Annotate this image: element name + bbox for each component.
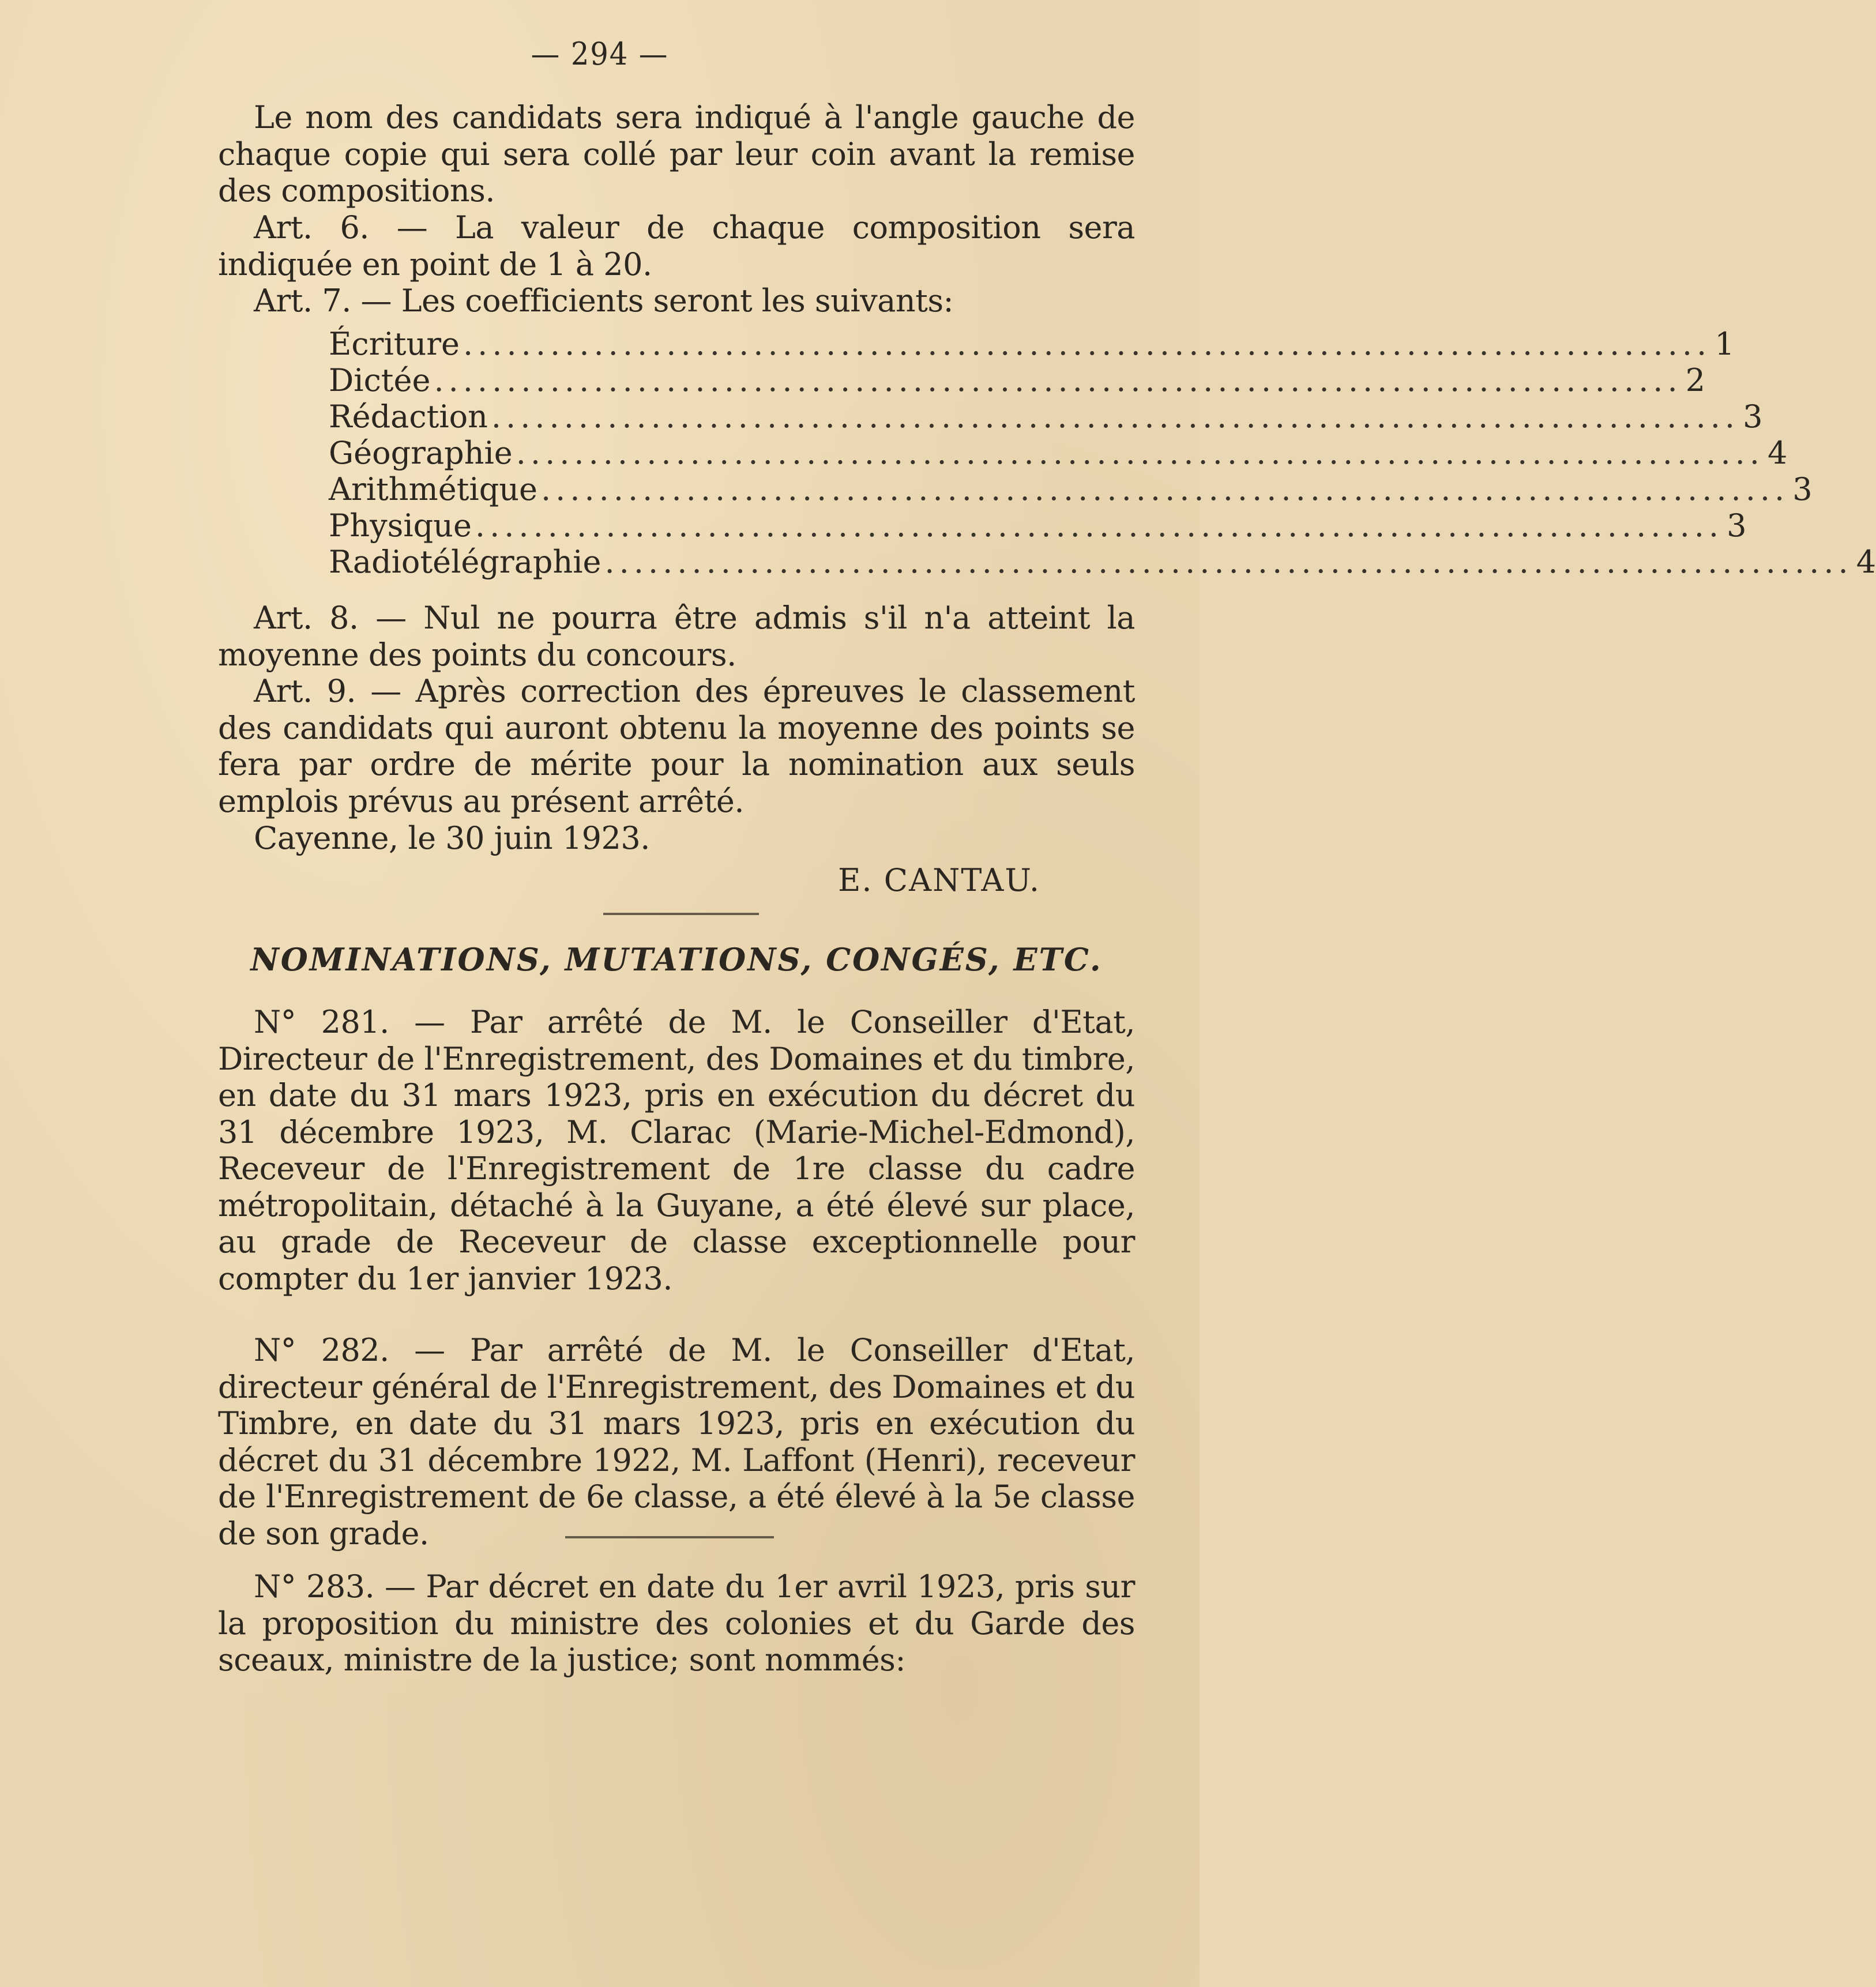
article-9-text: Art. 9. — Après correction des épreuves le classement des candidats qui auront obtenu la moyenne des points se fera par ordre de mérite pour la nomination aux seuls emplois prévus au présent arrêté. <box>218 673 1135 819</box>
entry-divider <box>565 1536 774 1538</box>
coefficient-value: 4 <box>1767 435 1788 471</box>
coefficient-subject: Écriture <box>329 326 460 362</box>
article-6 <box>218 209 1135 283</box>
coefficient-row <box>329 362 1705 398</box>
entry-283-text: N° 283. — Par décret en date du 1er avril 1923, pris sur la proposition du ministre des colonies et du Garde des sceaux, ministre de la justice; sont nommés: <box>218 1568 1135 1678</box>
section-divider <box>603 913 759 915</box>
coefficient-value: 4 <box>1856 544 1876 580</box>
leader-dots: ...................................................................................... <box>475 507 1724 544</box>
leader-dots: ...................................................................................... <box>463 326 1712 362</box>
section-title: NOMINATIONS, MUTATIONS, CONGÉS, ETC. <box>250 941 1103 978</box>
article-8 <box>218 600 1135 673</box>
entry-281 <box>218 1004 1135 1297</box>
coefficient-value: 2 <box>1685 362 1705 398</box>
leader-dots: ...................................................................................... <box>516 435 1764 471</box>
coefficient-value: 1 <box>1715 326 1735 362</box>
entry-282 <box>218 1332 1135 1552</box>
coefficient-subject: Géographie <box>329 435 513 471</box>
leader-dots: ...................................................................................... <box>434 362 1682 398</box>
coefficient-row <box>329 398 1763 435</box>
coefficient-value: 3 <box>1743 398 1763 435</box>
article-7 <box>218 283 1135 319</box>
article-6-text: Art. 6. — La valeur de chaque composition sera indiquée en point de 1 à 20. <box>218 209 1135 283</box>
leader-dots: ...................................................................................... <box>541 471 1789 507</box>
article-7-text: Art. 7. — Les coefficients seront les suivants: <box>254 283 954 319</box>
place-date <box>218 820 1135 857</box>
intro-paragraph <box>218 99 1135 209</box>
page-number: — 294 — <box>531 36 669 72</box>
coefficient-value: 3 <box>1792 471 1813 507</box>
leader-dots: ...................................................................................... <box>604 544 1853 580</box>
place-date-text: Cayenne, le 30 juin 1923. <box>254 820 650 856</box>
article-8-text: Art. 8. — Nul ne pourra être admis s'il n'a atteint la moyenne des points du concours. <box>218 600 1135 673</box>
coefficient-row <box>329 471 1813 507</box>
entry-281-text: N° 281. — Par arrêté de M. le Conseiller d'Etat, Directeur de l'Enregistrement, des Domaines et du timbre, en date du 31 mars 1923, pris en exécution du décret du 31 décembre 1923, M. Clarac (Marie-Michel-Edmond), Receveur de l'Enregistrement de 1re classe du cadre métropolitain, détaché à la Guyane, a été élevé sur place, au grade de Receveur de classe exceptionnelle pour compter du 1er janvier 1923. <box>218 1004 1135 1297</box>
entry-282-text: N° 282. — Par arrêté de M. le Conseiller d'Etat, directeur général de l'Enregistrement, des Domaines et du Timbre, en date du 31 mars 1923, pris en exécution du décret du 31 décembre 1922, M. Laffont (Henri), receveur de l'Enregistrement de 6e classe, a été élevé à la 5e classe de son grade. <box>218 1332 1135 1552</box>
signature: E. CANTAU. <box>838 862 1041 898</box>
coefficient-row <box>329 326 1735 362</box>
coefficient-subject: Radiotélégraphie <box>329 544 601 580</box>
coefficient-row <box>329 507 1747 544</box>
coefficient-subject: Physique <box>329 507 472 544</box>
coefficient-subject: Arithmétique <box>329 471 537 507</box>
coefficients-list <box>329 326 1876 580</box>
leader-dots: ...................................................................................... <box>491 398 1740 435</box>
coefficient-row <box>329 544 1876 580</box>
entry-283 <box>218 1568 1135 1679</box>
coefficient-subject: Rédaction <box>329 398 488 435</box>
coefficient-subject: Dictée <box>329 362 431 398</box>
intro-paragraph-text: Le nom des candidats sera indiqué à l'angle gauche de chaque copie qui sera collé par leur coin avant la remise des compositions. <box>218 99 1135 209</box>
article-9 <box>218 673 1135 819</box>
coefficient-value: 3 <box>1727 507 1747 544</box>
coefficient-row <box>329 435 1788 471</box>
